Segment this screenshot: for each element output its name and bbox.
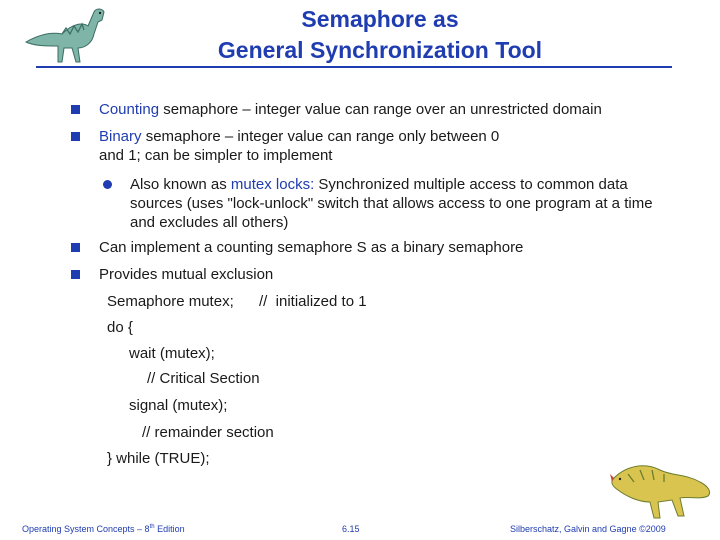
footer-page-number: 6.15 [342, 524, 360, 534]
bullet-marker-icon [71, 243, 80, 252]
bullet-marker-icon [71, 270, 80, 279]
sub-bullet-marker-icon [103, 180, 112, 189]
code-decl: Semaphore mutex; [107, 293, 234, 310]
bullet-marker-icon [71, 132, 80, 141]
code-critical: // Critical Section [147, 370, 260, 387]
bullet-binary: Binary semaphore – integer value can range only between 0 and 1; can be simpler to implement [99, 128, 500, 164]
bullet-counting-as-binary: Can implement a counting semaphore S as a binary semaphore [99, 239, 524, 256]
title-divider [36, 66, 672, 68]
bullet-mutual-exclusion: Provides mutual exclusion [99, 266, 274, 283]
code-wait: wait (mutex); [129, 345, 215, 362]
sub-bullet-mutex: Also known as mutex locks: Synchronized multiple access to common data sources (uses "lock-unlock" switch that allows access to one program at a time and excludes all others) [130, 176, 653, 231]
footer-copyright: Silberschatz, Galvin and Gagne ©2009 [510, 524, 666, 534]
footer-book-title: Operating System Concepts – 8th Edition [22, 524, 185, 534]
code-do: do { [107, 319, 133, 336]
code-signal: signal (mutex); [129, 397, 228, 414]
code-decl-comment: // initialized to 1 [259, 293, 367, 310]
bullet-marker-icon [71, 105, 80, 114]
bullet-counting: Counting semaphore – integer value can range over an unrestricted domain [99, 101, 602, 118]
slide-title: Semaphore as General Synchronization Tool [217, 6, 543, 63]
code-remainder: // remainder section [142, 424, 274, 441]
code-end: } while (TRUE); [107, 450, 210, 467]
dinosaur-logo-icon [22, 4, 114, 66]
dinosaur-mascot-icon [608, 452, 716, 522]
